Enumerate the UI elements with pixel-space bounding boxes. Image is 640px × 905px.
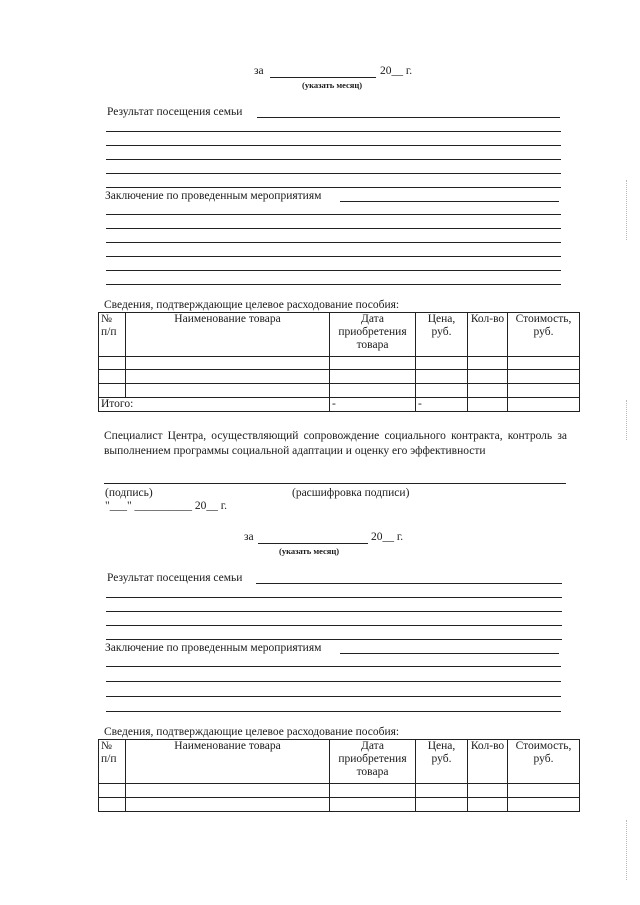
table-cell[interactable] [416,370,468,384]
visit-result-line[interactable] [106,131,561,132]
visit-result-line[interactable] [256,583,562,584]
period-za-label: за [254,65,264,77]
table-cell[interactable] [416,798,468,812]
table-cell[interactable] [508,798,580,812]
table-total-row [99,398,580,412]
scan-edge-mark [626,820,627,880]
specialist-statement: Специалист Центра, осуществляющий сопровождение социального контракта, контроль за выполнением программы социальной адаптации и оценку его эффективности [104,430,567,457]
visit-result-line[interactable] [106,639,562,640]
col-price-header: Цена, руб. [416,740,468,784]
visit-result-line[interactable] [106,145,561,146]
expenses-label: Сведения, подтверждающие целевое расходование пособия: [104,726,400,738]
table-cell[interactable] [508,357,580,370]
table-cell[interactable] [468,384,508,398]
table-cell[interactable] [99,370,126,384]
col-qty-header: Кол-во [468,740,508,784]
signature-date: "___" __________ 20__ г. [105,500,228,512]
table-row [99,784,580,798]
table-cell[interactable] [330,384,416,398]
table-cell[interactable] [330,357,416,370]
visit-result-line[interactable] [257,117,560,118]
total-label: Итого: [99,398,330,412]
table-cell[interactable] [330,370,416,384]
table-cell[interactable] [508,784,580,798]
signature-line[interactable] [104,483,566,484]
conclusion-line[interactable] [106,256,561,257]
period-za-label: за [244,531,254,543]
visit-result-line[interactable] [106,159,561,160]
signature-label: (подпись) [105,487,153,499]
table-cell[interactable] [468,798,508,812]
period-year: 20__ г. [371,531,404,543]
conclusion-line[interactable] [106,696,561,697]
goods-table-header [99,740,580,784]
scan-edge-mark [626,180,627,240]
col-number-header: № п/п [99,740,126,784]
conclusion-label: Заключение по проведенным мероприятиям [105,642,322,654]
table-cell[interactable] [99,357,126,370]
conclusion-line[interactable] [106,711,561,712]
table-row [99,357,580,370]
col-name-header: Наименование товара [126,313,330,357]
table-cell[interactable] [468,784,508,798]
total-date-cell: - [330,398,416,412]
signature-decoding-label: (расшифровка подписи) [292,487,410,499]
conclusion-label: Заключение по проведенным мероприятиям [105,190,322,202]
total-price-cell: - [416,398,468,412]
table-cell[interactable] [468,370,508,384]
table-cell[interactable] [508,384,580,398]
table-row [99,370,580,384]
col-price-header: Цена, руб. [416,313,468,357]
table-cell[interactable] [126,784,330,798]
conclusion-line[interactable] [340,201,559,202]
visit-result-line[interactable] [106,187,561,188]
conclusion-line[interactable] [106,284,561,285]
table-row [99,798,580,812]
table-cell[interactable] [330,798,416,812]
conclusion-line[interactable] [106,681,561,682]
table-cell[interactable] [99,384,126,398]
table-cell[interactable] [508,398,580,412]
table-cell[interactable] [468,398,508,412]
table-cell[interactable] [99,798,126,812]
conclusion-line[interactable] [106,666,561,667]
col-qty-header: Кол-во [468,313,508,357]
goods-table [98,312,580,412]
table-cell[interactable] [416,384,468,398]
col-date-header: Дата приобретения товара [330,740,416,784]
table-cell[interactable] [126,798,330,812]
table-cell[interactable] [126,370,330,384]
conclusion-line[interactable] [106,228,561,229]
col-name-header: Наименование товара [126,740,330,784]
visit-result-line[interactable] [106,611,562,612]
table-cell[interactable] [126,384,330,398]
conclusion-line[interactable] [340,653,559,654]
col-cost-header: Стоимость, руб. [508,740,580,784]
month-field[interactable] [270,77,376,78]
table-row [99,384,580,398]
table-cell[interactable] [416,784,468,798]
period-year: 20__ г. [380,65,413,77]
goods-table-header [99,313,580,357]
conclusion-line[interactable] [106,242,561,243]
conclusion-line[interactable] [106,214,561,215]
expenses-label: Сведения, подтверждающие целевое расходование пособия: [104,299,400,311]
visit-result-line[interactable] [106,597,562,598]
col-cost-header: Стоимость, руб. [508,313,580,357]
table-cell[interactable] [508,370,580,384]
table-cell[interactable] [99,784,126,798]
conclusion-line[interactable] [106,270,561,271]
table-cell[interactable] [126,357,330,370]
month-field[interactable] [258,543,368,544]
table-cell[interactable] [330,784,416,798]
period-hint: (указать месяц) [302,80,363,90]
goods-table [98,739,580,812]
col-number-header: № п/п [99,313,126,357]
visit-result-label: Результат посещения семьи [107,572,243,584]
table-cell[interactable] [416,357,468,370]
visit-result-line[interactable] [106,625,562,626]
period-hint: (указать месяц) [279,546,340,556]
scan-edge-mark [626,400,627,440]
visit-result-label: Результат посещения семьи [107,106,243,118]
table-cell[interactable] [468,357,508,370]
col-date-header: Дата приобретения товара [330,313,416,357]
visit-result-line[interactable] [106,173,561,174]
